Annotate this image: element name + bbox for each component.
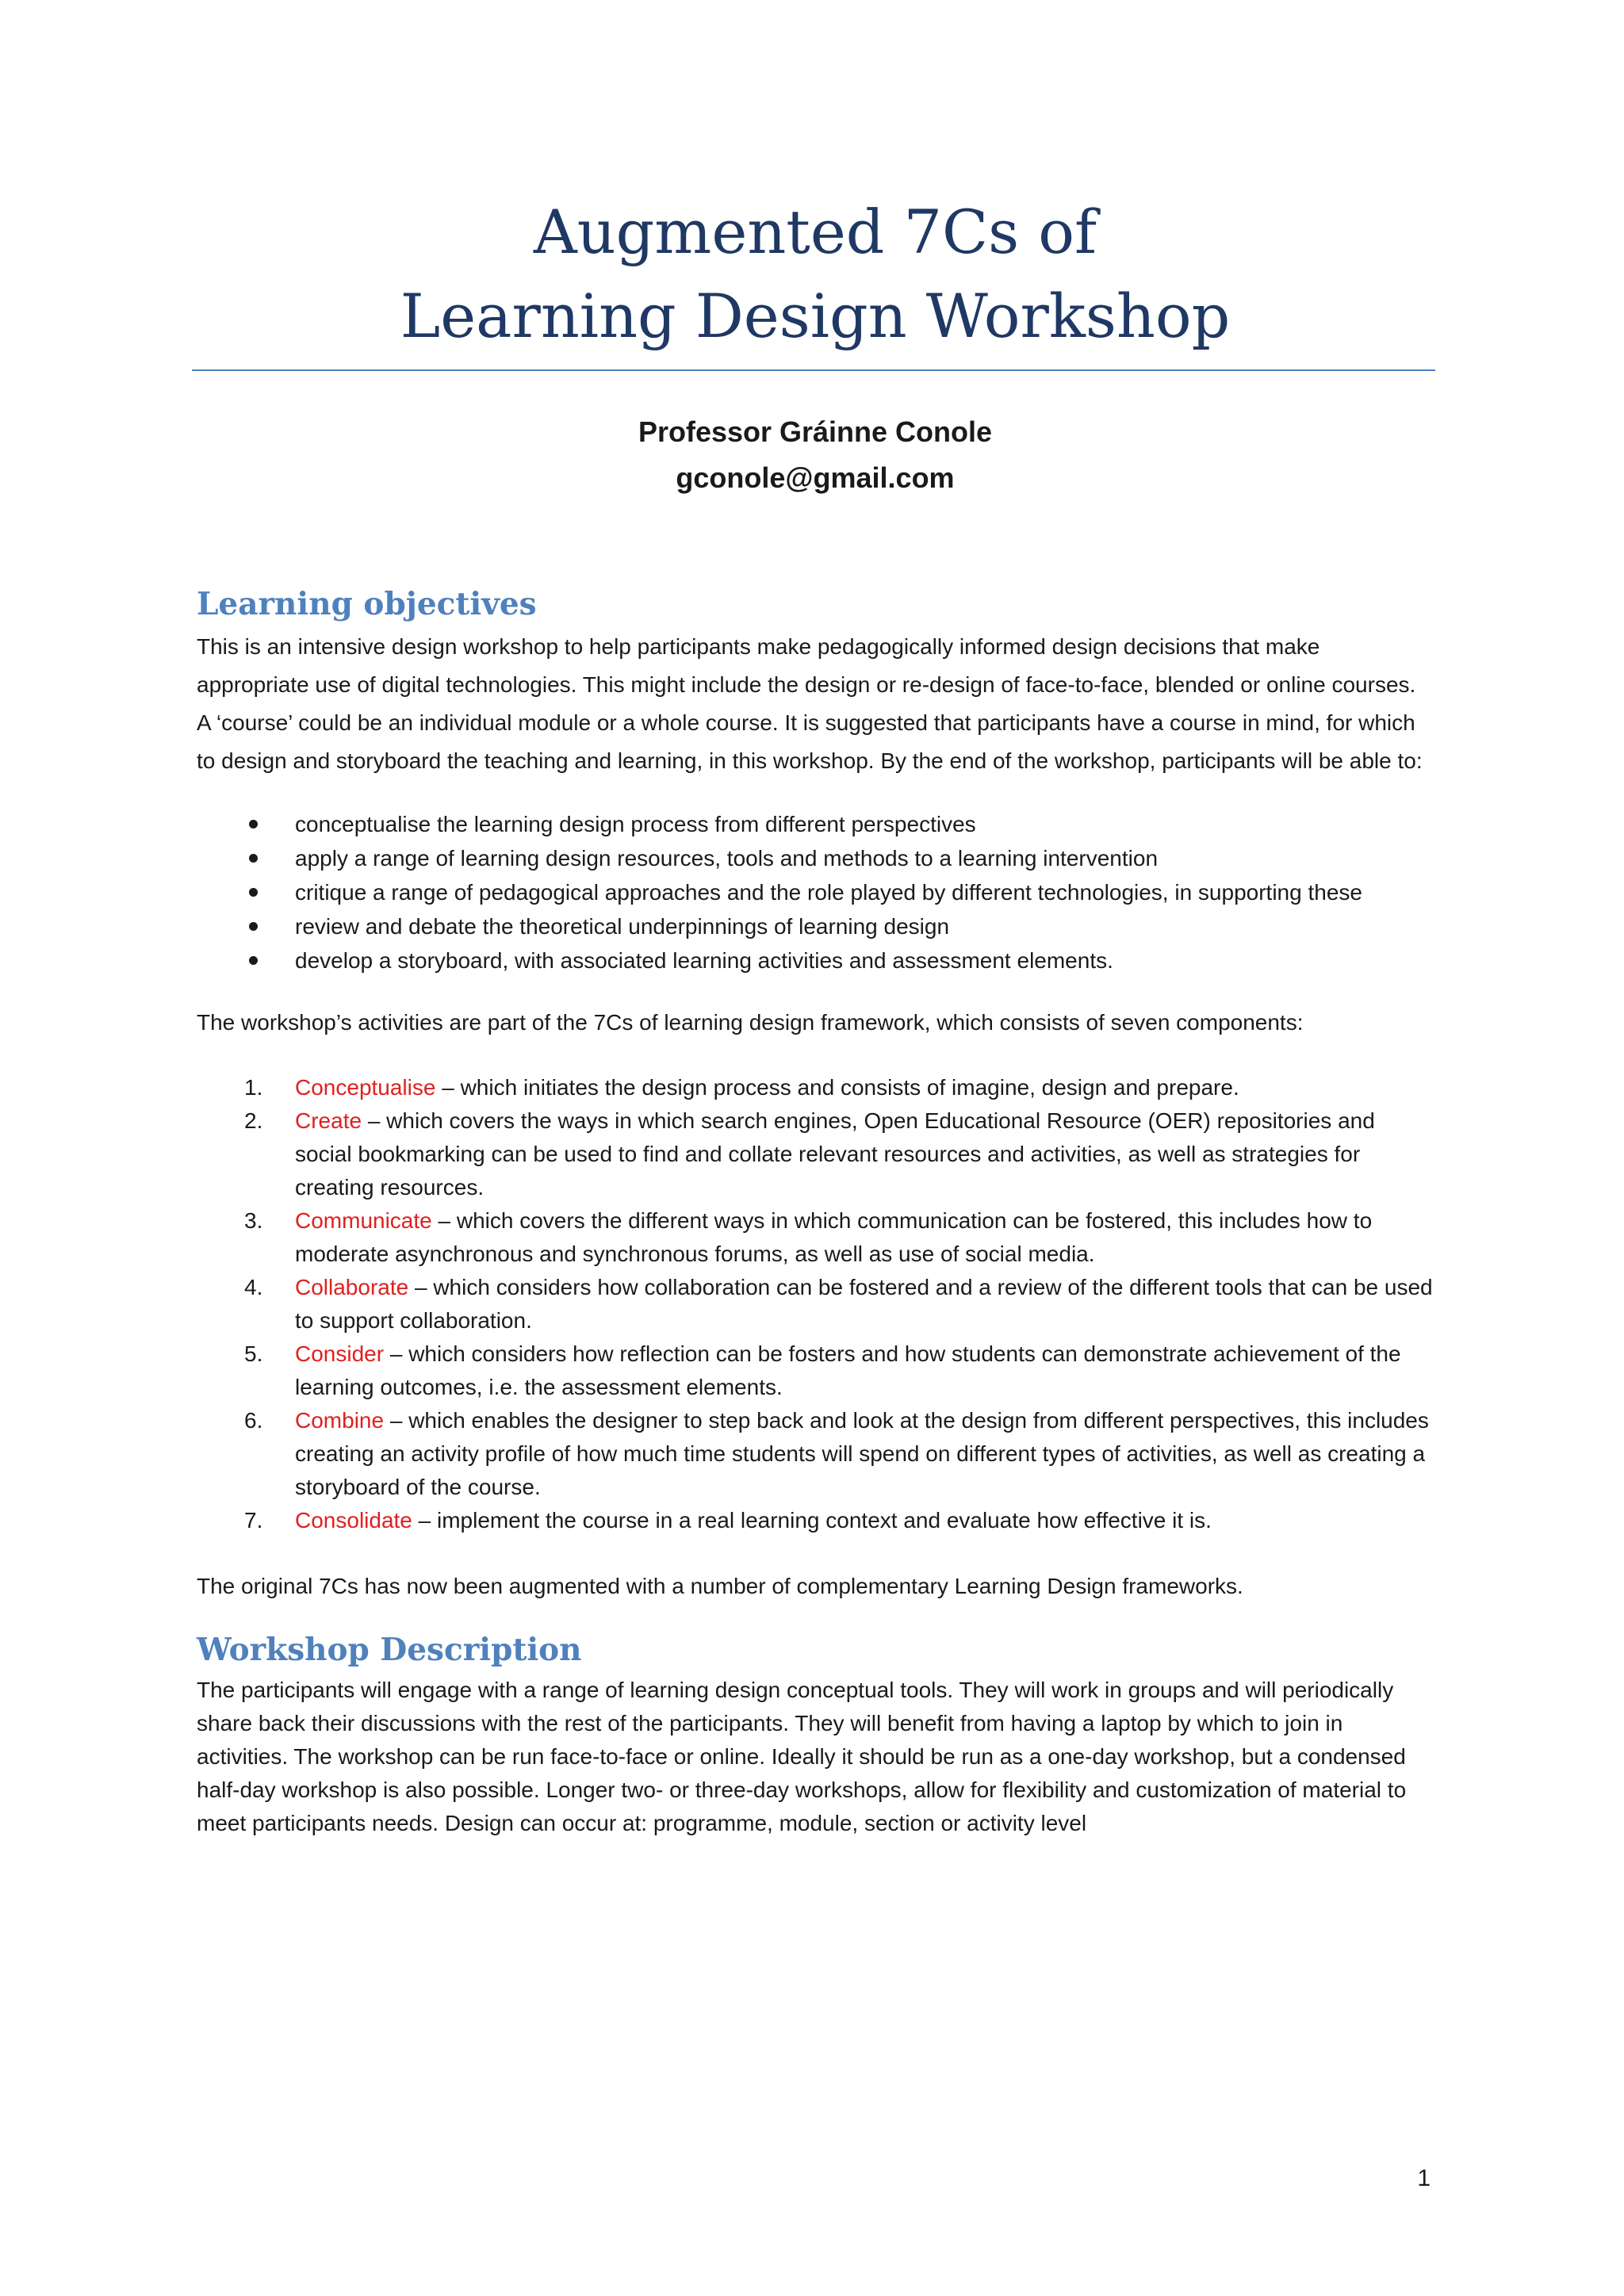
component-item — [197, 1504, 1434, 1537]
list-item — [197, 841, 1434, 875]
component-term: Consider — [295, 1341, 385, 1366]
component-description: – which covers the different ways in which communication can be fostered, this includes how to moderate asynchronous and synchronous forums, as well as use of social media. — [295, 1208, 1373, 1266]
document-title — [197, 190, 1434, 358]
list-item-text: conceptualise the learning design process from different perspectives — [295, 812, 976, 836]
bullet-icon — [249, 854, 258, 863]
component-description: – implement the course in a real learning context and evaluate how effective it is. — [412, 1508, 1212, 1533]
bullet-icon — [249, 922, 258, 931]
component-term: Create — [295, 1108, 362, 1133]
component-description: – which considers how reflection can be fosters and how students can demonstrate achievement of the learning outcomes, i.e. the assessment elements. — [295, 1341, 1401, 1399]
component-number: 7. — [244, 1508, 263, 1533]
component-number: 2. — [244, 1108, 263, 1133]
component-description: – which enables the designer to step back and look at the design from different perspectives, this includes creating an activity profile of how much time students will spend on different types of activities, as well as creating a storyboard of the course. — [295, 1408, 1429, 1499]
component-term: Collaborate — [295, 1275, 409, 1299]
component-item — [197, 1271, 1434, 1337]
component-number: 4. — [244, 1275, 263, 1299]
title-divider — [192, 369, 1435, 371]
component-item — [197, 1104, 1434, 1204]
page-number: 1 — [1417, 2165, 1431, 2191]
component-number: 1. — [244, 1075, 263, 1100]
component-item — [197, 1337, 1434, 1404]
list-item — [197, 875, 1434, 909]
component-term: Communicate — [295, 1208, 432, 1233]
list-item — [197, 807, 1434, 841]
objectives-intro: This is an intensive design workshop to help participants make pedagogically informed design decisions that make appropriate use of digital technologies. This might include the design or re-design of face-to-face, blended or online courses. A ‘course’ could be an individual module or a whole course. It is suggested that participants have a course in mind, for which to design and storyboard the teaching and learning, in this workshop. By the end of the workshop, participants will be able to: — [197, 634, 1423, 773]
component-item — [197, 1404, 1434, 1504]
author-block — [197, 409, 1434, 501]
author-email: gconole@gmail.com — [676, 461, 955, 494]
component-term: Conceptualise — [295, 1075, 436, 1100]
list-item — [197, 943, 1434, 978]
list-item-text: develop a storyboard, with associated learning activities and assessment elements. — [295, 948, 1113, 973]
workshop-description-text: The participants will engage with a range of learning design conceptual tools. They will work in groups and will periodically share back their discussions with the rest of the participants. They will benefit from having a laptop by which to join in activities. The workshop can be run face-to-face or online. Ideally it should be run as a one-day workshop, but a condensed half-day workshop is also possible. Longer two- or three-day workshops, allow for flexibility and customization of material to meet participants needs. Design can occur at: programme, module, section or activity level — [197, 1678, 1407, 1835]
list-item — [197, 909, 1434, 943]
heading-learning-objectives: Learning objectives — [197, 586, 537, 622]
component-item — [197, 1204, 1434, 1271]
component-description: – which covers the ways in which search engines, Open Educational Resource (OER) repositories and social bookmarking can be used to find and collate relevant resources and activities, as well as strategies for creating resources. — [295, 1108, 1375, 1200]
page-content — [197, 190, 1434, 1840]
component-item — [197, 1071, 1434, 1104]
component-term: Combine — [295, 1408, 385, 1433]
list-item-text: critique a range of pedagogical approaches and the role played by different technologies, in supporting these — [295, 880, 1362, 905]
author-name: Professor Gráinne Conole — [638, 415, 993, 448]
component-term: Consolidate — [295, 1508, 412, 1533]
title-line-1: Augmented 7Cs of — [533, 197, 1097, 267]
component-number: 5. — [244, 1341, 263, 1366]
component-number: 3. — [244, 1208, 263, 1233]
list-item-text: apply a range of learning design resources, tools and methods to a learning intervention — [295, 846, 1159, 871]
component-description: – which initiates the design process and consists of imagine, design and prepare. — [435, 1075, 1239, 1100]
title-line-2: Learning Design Workshop — [400, 281, 1231, 351]
component-number: 6. — [244, 1408, 263, 1433]
bullet-icon — [249, 888, 258, 897]
bullet-icon — [249, 820, 258, 828]
components-list — [197, 1071, 1434, 1537]
augmented-note: The original 7Cs has now been augmented with a number of complementary Learning Design frameworks. — [197, 1574, 1243, 1598]
framework-intro: The workshop’s activities are part of the 7Cs of learning design framework, which consists of seven components: — [197, 1010, 1304, 1035]
component-description: – which considers how collaboration can be fostered and a review of the different tools that can be used to support collaboration. — [295, 1275, 1433, 1333]
bullet-icon — [249, 956, 258, 965]
objectives-list — [197, 807, 1434, 978]
heading-workshop-description: Workshop Description — [197, 1632, 582, 1668]
list-item-text: review and debate the theoretical underpinnings of learning design — [295, 914, 950, 939]
